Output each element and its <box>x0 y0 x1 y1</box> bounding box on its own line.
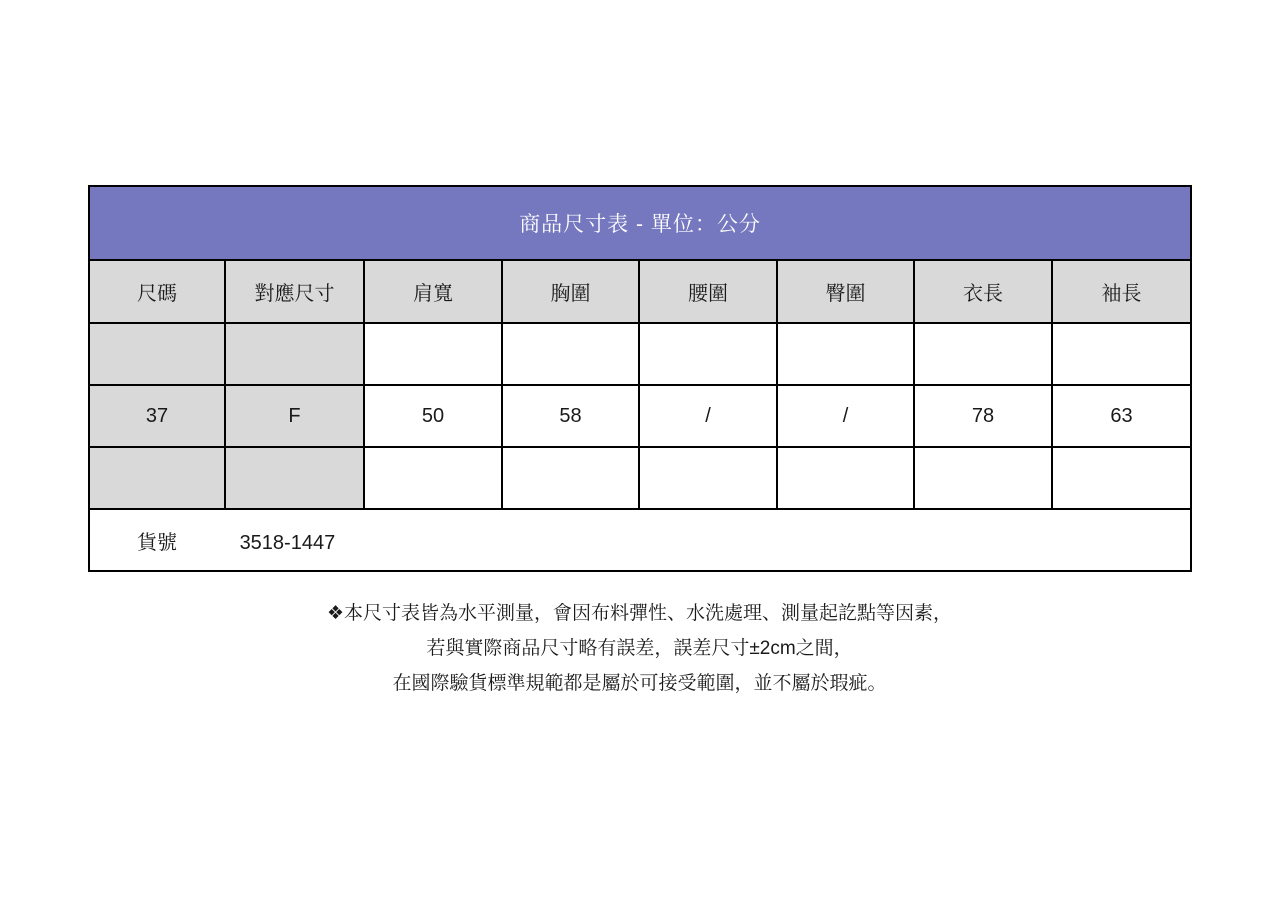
table-cell <box>777 447 914 509</box>
measurement-notes <box>88 596 1191 701</box>
cell-size-code: 37 <box>89 385 225 447</box>
col-header-shoulder-width: 肩寬 <box>364 260 502 323</box>
table-cell <box>1052 447 1191 509</box>
table-title-row <box>89 186 1191 260</box>
col-header-bust: 胸圍 <box>502 260 639 323</box>
cell-sleeve-length: 63 <box>1052 385 1191 447</box>
table-cell <box>914 447 1052 509</box>
col-header-hip: 臀圍 <box>777 260 914 323</box>
item-number-label: 貨號 <box>137 531 177 554</box>
table-cell <box>502 447 639 509</box>
item-number-value: 3518-1447 <box>239 531 336 554</box>
size-chart-sheet <box>88 185 1191 701</box>
table-cell <box>225 323 364 385</box>
table-cell <box>89 323 225 385</box>
table-cell <box>777 323 914 385</box>
col-header-waist: 腰圍 <box>639 260 777 323</box>
table-cell <box>364 323 502 385</box>
col-header-size-code: 尺碼 <box>89 260 225 323</box>
cell-waist: / <box>639 385 777 447</box>
table-cell <box>502 323 639 385</box>
table-row-empty-top <box>89 323 1191 385</box>
table-cell <box>225 447 364 509</box>
table-title: 商品尺寸表 - 單位：公分 <box>89 186 1191 260</box>
size-table <box>88 185 1192 572</box>
table-header-row <box>89 260 1191 323</box>
note-line-3: 在國際驗貨標準規範都是屬於可接受範圍，並不屬於瑕疵。 <box>392 673 887 694</box>
table-cell <box>914 323 1052 385</box>
col-header-garment-length: 衣長 <box>914 260 1052 323</box>
col-header-sleeve-length: 袖長 <box>1052 260 1191 323</box>
table-cell <box>639 323 777 385</box>
cell-hip: / <box>777 385 914 447</box>
table-cell <box>1052 323 1191 385</box>
table-cell <box>364 447 502 509</box>
cell-bust: 58 <box>502 385 639 447</box>
cell-shoulder-width: 50 <box>364 385 502 447</box>
cell-corresponding-size: F <box>225 385 364 447</box>
item-number-cell <box>89 509 1191 571</box>
table-cell <box>639 447 777 509</box>
table-row-empty-bottom <box>89 447 1191 509</box>
item-number-row <box>89 509 1191 571</box>
note-line-2: 若與實際商品尺寸略有誤差，誤差尺寸±2cm之間， <box>426 638 853 659</box>
col-header-corresponding-size: 對應尺寸 <box>225 260 364 323</box>
table-cell <box>89 447 225 509</box>
note-line-1: ❖本尺寸表皆為水平測量，會因布料彈性、水洗處理、測量起訖點等因素， <box>326 603 953 624</box>
table-row-size-37 <box>89 385 1191 447</box>
cell-garment-length: 78 <box>914 385 1052 447</box>
